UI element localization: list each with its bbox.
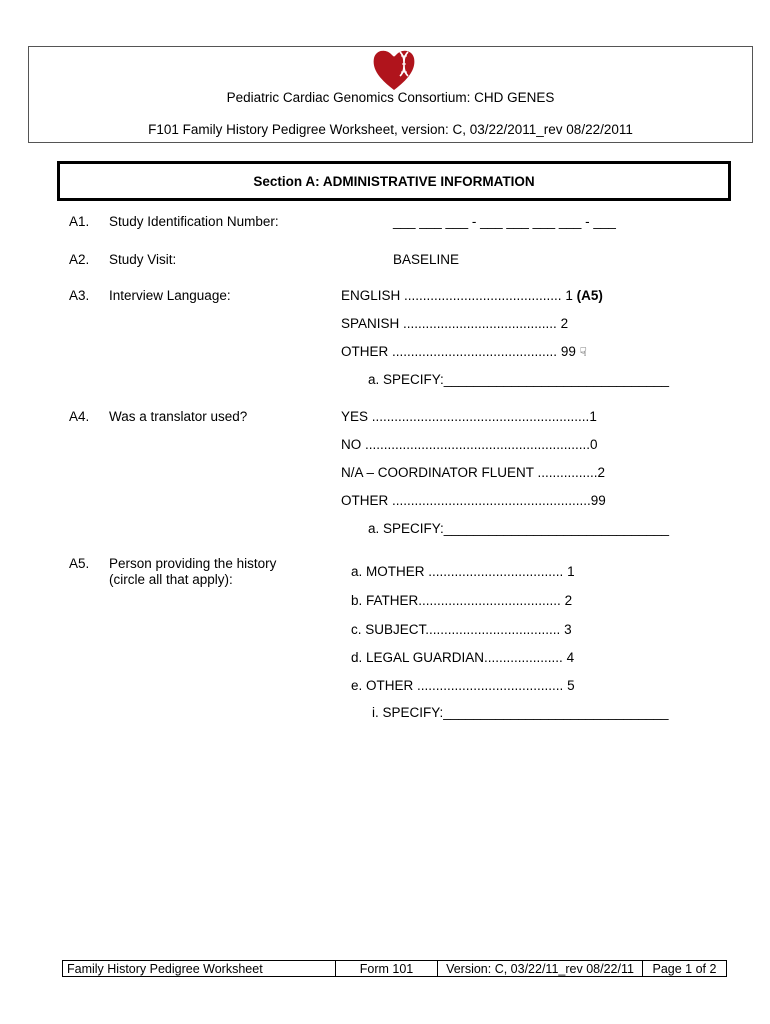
option-no[interactable]: NO ............................................................0 (341, 437, 598, 452)
worksheet-title: F101 Family History Pedigree Worksheet, version: C, 03/22/2011_rev 08/22/2011 (148, 122, 633, 137)
option-spanish[interactable]: SPANISH ......................................... 2 (341, 316, 569, 331)
question-number-a4: A4. (69, 409, 90, 424)
specify-translator-field[interactable]: a. SPECIFY:______________________________ (368, 521, 670, 536)
option-father[interactable]: b. FATHER...................................... 2 (351, 593, 573, 608)
section-a-heading (57, 161, 731, 201)
question-text-a3: Interview Language: (109, 288, 231, 303)
specify-person-field[interactable]: i. SPECIFY:______________________________ (372, 705, 669, 720)
heart-dna-logo (370, 46, 418, 92)
pointing-down-icon: ☟ (579, 345, 587, 359)
question-text-a1: Study Identification Number: (109, 214, 279, 229)
question-text-a5-line1: Person providing the history (109, 556, 277, 571)
specify-language-field[interactable]: a. SPECIFY:______________________________ (368, 372, 670, 387)
study-id-field[interactable]: ___ ___ ___ - ___ ___ ___ ___ - ___ (393, 214, 616, 229)
option-other-translator[interactable]: OTHER .....................................................99 (341, 493, 606, 508)
page-footer (62, 960, 727, 977)
option-other-person[interactable]: e. OTHER ....................................... 5 (351, 678, 575, 693)
footer-version: Version: C, 03/22/11_rev 08/22/11 (438, 961, 643, 976)
option-english[interactable]: ENGLISH .......................................... 1 (A5) (341, 288, 603, 303)
footer-page: Page 1 of 2 (652, 961, 717, 976)
study-visit-value: BASELINE (393, 252, 460, 267)
option-other-language[interactable]: OTHER ............................................ 99 ☟ (341, 344, 587, 359)
skip-instruction: (A5) (576, 288, 603, 303)
option-na-coordinator-fluent[interactable]: N/A – COORDINATOR FLUENT ................2 (341, 465, 606, 480)
footer-form: Form 101 (336, 961, 438, 976)
heart-icon (374, 51, 415, 90)
consortium-title: Pediatric Cardiac Genomics Consortium: CHD GENES (226, 90, 555, 105)
question-number-a1: A1. (69, 214, 90, 229)
question-number-a2: A2. (69, 252, 90, 267)
footer-title: Family History Pedigree Worksheet (63, 961, 336, 976)
question-text-a5-line2: (circle all that apply): (109, 572, 233, 587)
section-title: Section A: ADMINISTRATIVE INFORMATION (253, 173, 535, 189)
question-text-a2: Study Visit: (109, 252, 177, 267)
question-text-a4: Was a translator used? (109, 409, 248, 424)
option-yes[interactable]: YES ..........................................................1 (341, 409, 597, 424)
question-number-a5: A5. (69, 556, 90, 571)
option-legal-guardian[interactable]: d. LEGAL GUARDIAN..................... 4 (351, 650, 575, 665)
option-subject[interactable]: c. SUBJECT.................................... 3 (351, 622, 572, 637)
option-mother[interactable]: a. MOTHER .................................... 1 (351, 564, 575, 579)
question-number-a3: A3. (69, 288, 90, 303)
